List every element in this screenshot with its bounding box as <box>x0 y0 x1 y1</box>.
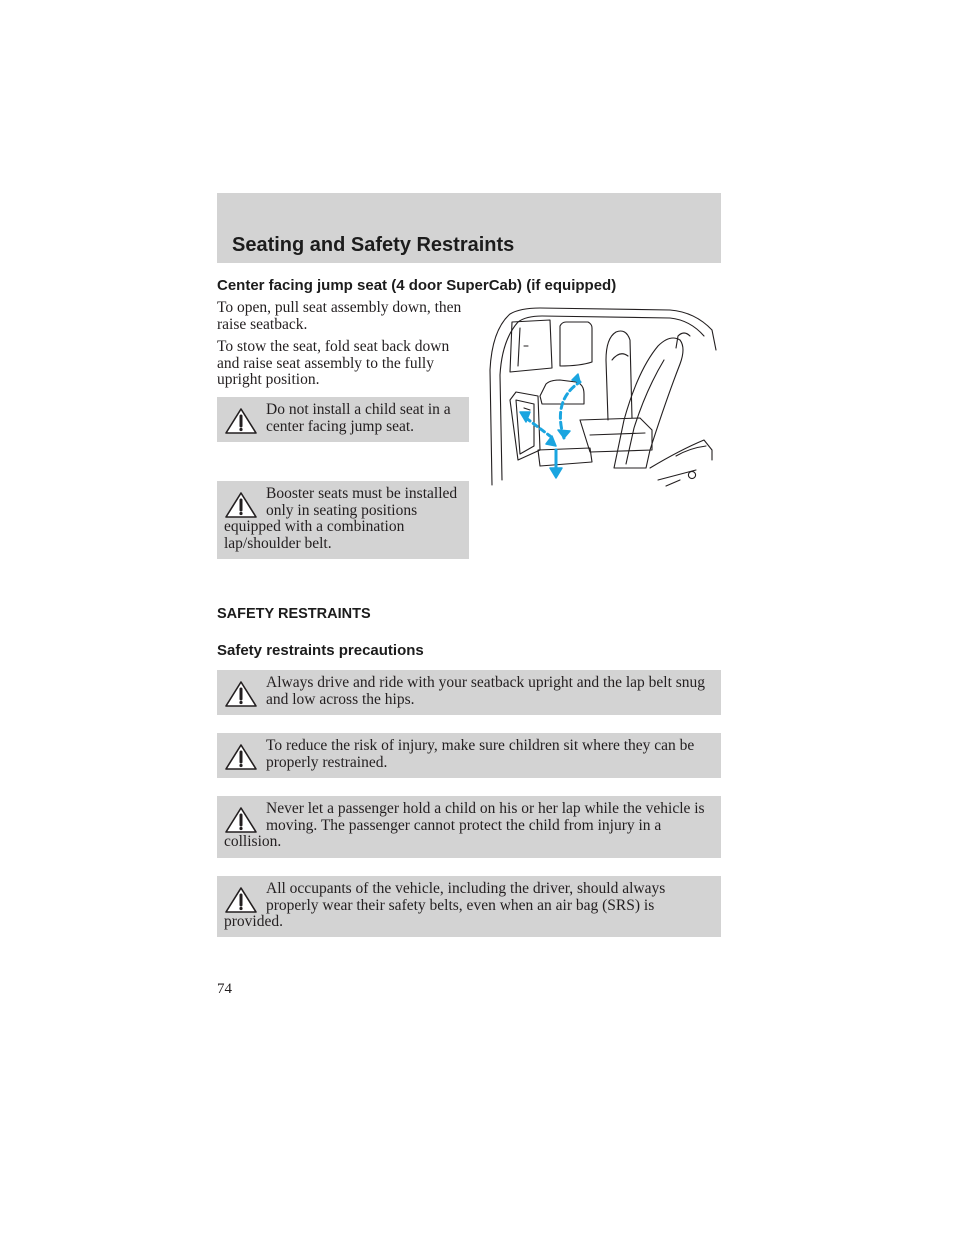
warning-triangle-icon <box>224 806 258 834</box>
warning-text: All occupants of the vehicle, including the driver, should always properly wear their safety belts, even when an air bag (SRS) is provided. <box>224 880 666 931</box>
warning-box-children-restrained <box>217 733 721 778</box>
warning-text: Booster seats must be installed only in seating positions equipped with a combination lap/shoulder belt. <box>224 485 458 552</box>
warning-box-child-seat <box>217 397 469 442</box>
warning-box-child-on-lap <box>217 796 721 858</box>
warning-triangle-icon <box>224 743 258 771</box>
section-header-band <box>217 193 721 263</box>
page-number: 74 <box>217 981 232 997</box>
warning-triangle-icon <box>224 680 258 708</box>
warning-box-all-occupants <box>217 876 721 937</box>
jump-seat-heading: Center facing jump seat (4 door SuperCab) (if equipped) <box>217 277 617 294</box>
warning-box-seatback-upright <box>217 670 721 715</box>
warning-triangle-icon <box>224 407 258 435</box>
safety-restraints-heading: SAFETY RESTRAINTS <box>217 606 371 622</box>
safety-precautions-subheading: Safety restraints precautions <box>217 642 424 659</box>
section-title: Seating and Safety Restraints <box>232 234 515 256</box>
jump-seat-open-paragraph: To open, pull seat assembly down, then raise seatback. <box>217 299 462 333</box>
warning-triangle-icon <box>224 886 258 914</box>
warning-text: Always drive and ride with your seatback upright and the lap belt snug and low across the hips. <box>266 674 706 708</box>
warning-triangle-icon <box>224 491 258 519</box>
warning-text: Never let a passenger hold a child on his or her lap while the vehicle is moving. The passenger cannot protect the child from injury in a collision. <box>224 800 705 851</box>
warning-text: Do not install a child seat in a center facing jump seat. <box>266 401 451 435</box>
jump-seat-stow-paragraph: To stow the seat, fold seat back down and raise seat assembly to the fully upright position. <box>217 338 450 389</box>
warning-text: To reduce the risk of injury, make sure children sit where they can be properly restrained. <box>266 737 695 771</box>
jump-seat-illustration <box>480 300 720 490</box>
warning-box-booster-seat <box>217 481 469 559</box>
